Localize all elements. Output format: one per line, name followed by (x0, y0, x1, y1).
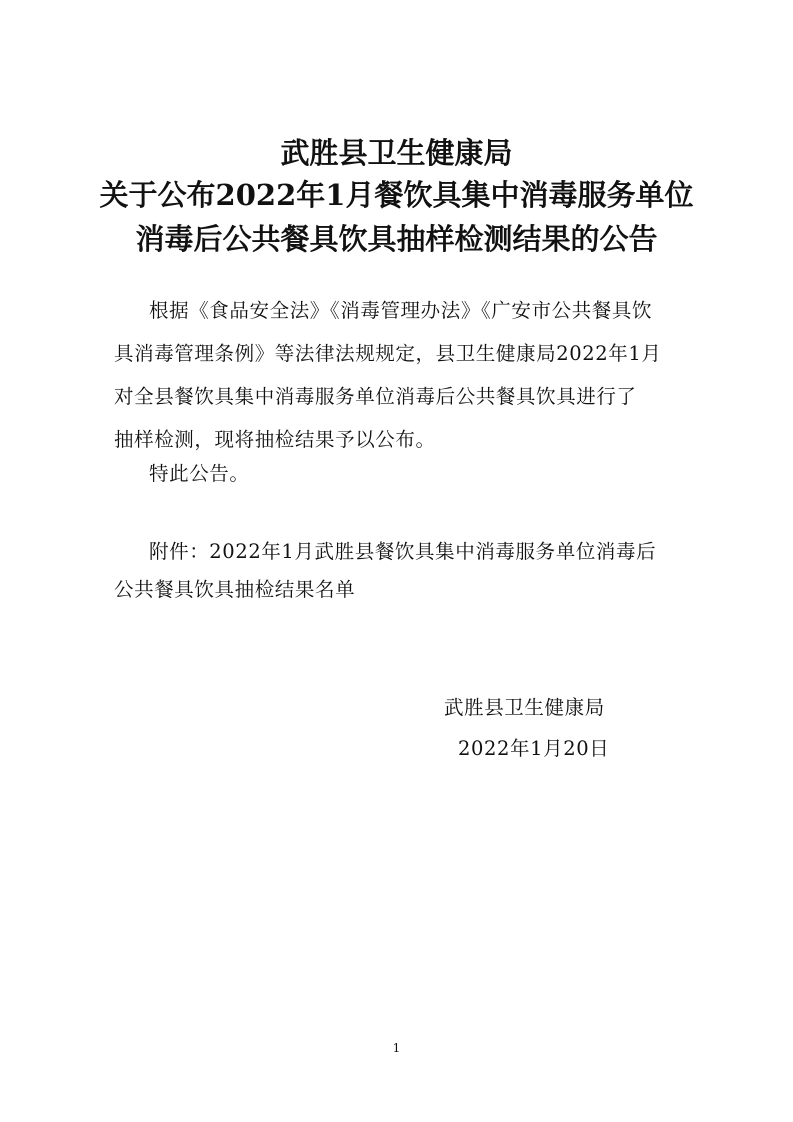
body-line-2: 具消毒管理条例》等法律法规规定，县卫生健康局2022年1月 (114, 342, 662, 365)
closing-line: 特此公告。 (149, 462, 250, 485)
title-line-3: 消毒后公共餐具饮具抽样检测结果的公告 (135, 222, 658, 256)
title-line-1: 武胜县卫生健康局 (280, 136, 513, 170)
signature-date: 2022年1月20日 (458, 737, 610, 760)
body-line-4: 抽样检测，现将抽检结果予以公布。 (114, 428, 436, 451)
body-line-1: 根据《食品安全法》《消毒管理办法》《广安市公共餐具饮 (149, 299, 653, 322)
attachment-line-1: 附件：2022年1月武胜县餐饮具集中消毒服务单位消毒后 (149, 540, 657, 563)
title-line-2: 关于公布2022年1月餐饮具集中消毒服务单位 (99, 178, 694, 212)
signature-organization: 武胜县卫生健康局 (444, 696, 605, 719)
body-line-3: 对全县餐饮具集中消毒服务单位消毒后公共餐具饮具进行了 (114, 385, 637, 408)
page-number: 1 (392, 1041, 401, 1055)
attachment-line-2: 公共餐具饮具抽检结果名单 (114, 578, 356, 601)
